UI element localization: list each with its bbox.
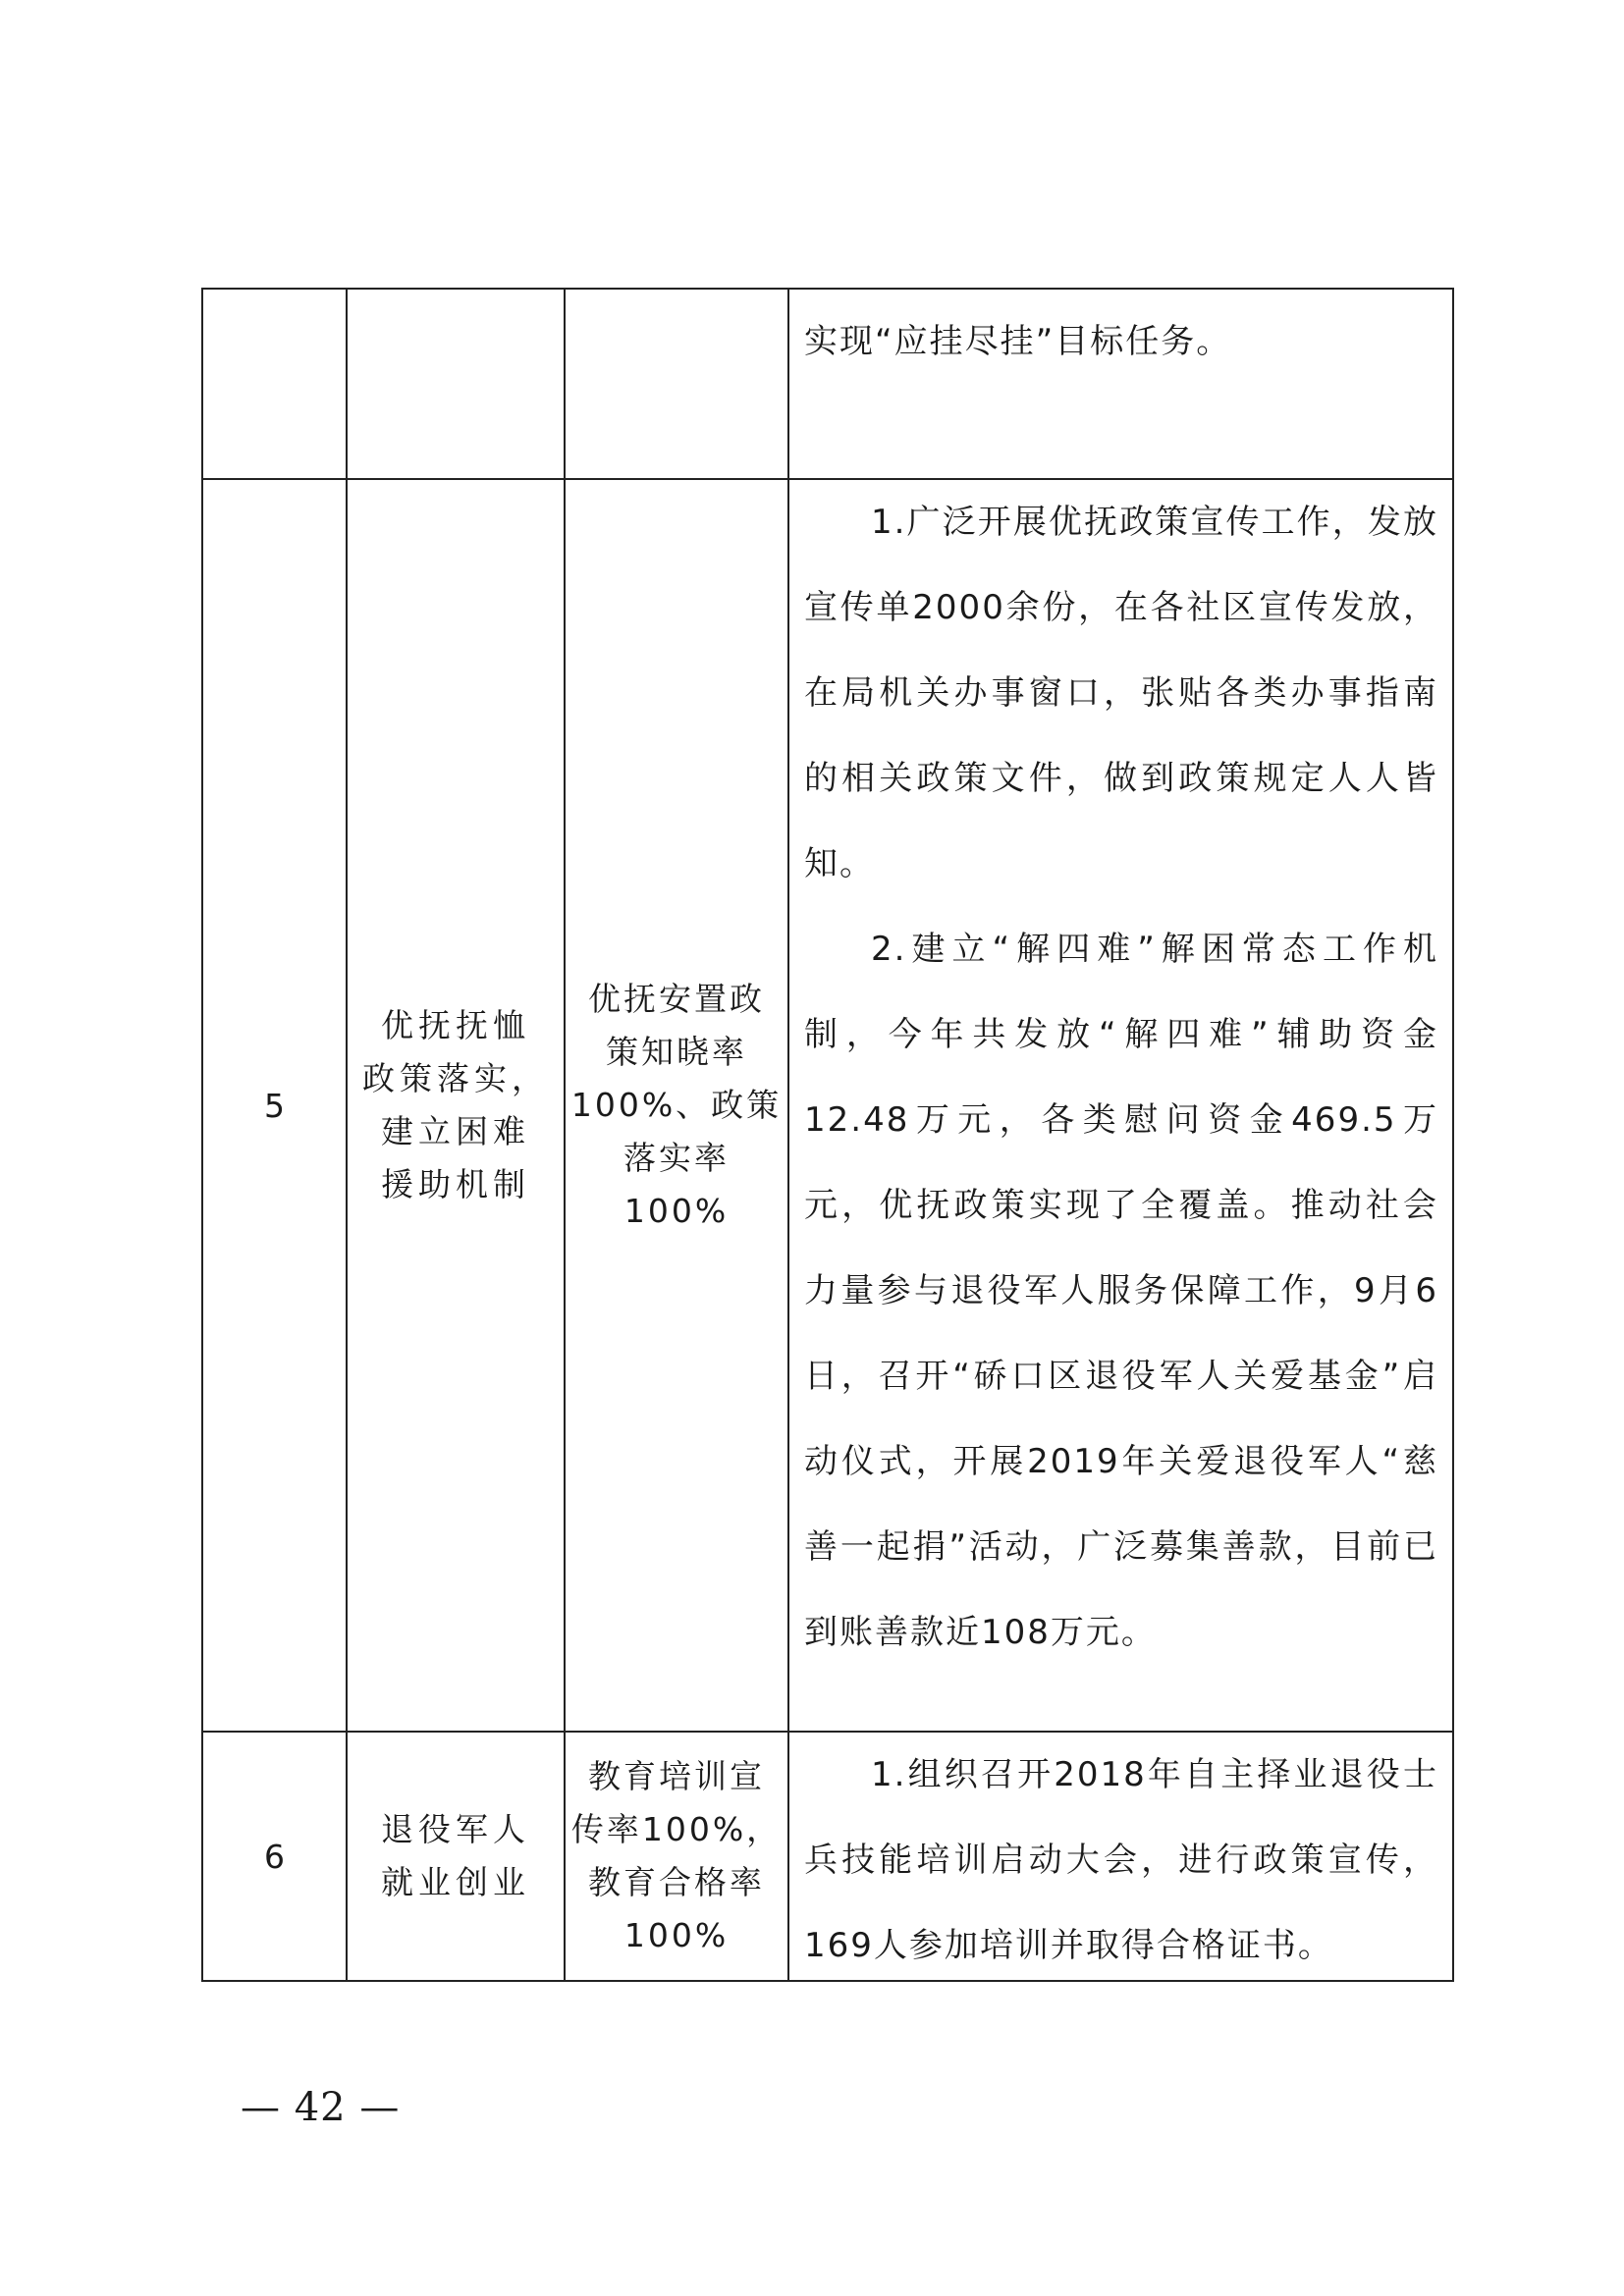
target-line: 100%: [623, 1192, 730, 1230]
task-line: 优抚抚恤: [381, 1006, 530, 1044]
task-line: 建立困难: [381, 1112, 530, 1150]
target-line: 落实率: [623, 1139, 730, 1177]
target-cell: [566, 480, 787, 1731]
target-line: 教育培训宣: [588, 1757, 765, 1795]
target-text: [571, 973, 782, 1238]
table-border-right: [1452, 288, 1454, 1982]
target-line: 100%、政策: [570, 1086, 783, 1124]
details-cell: [804, 299, 1438, 385]
row-number-cell: 5: [264, 1086, 285, 1125]
details-paragraph: 1.广泛开展优抚政策宣传工作，发放宣传单2000余份，在各社区宣传发放，在局机关办事窗口，张贴各类办事指南的相关政策文件，做到政策规定人人皆知。: [804, 503, 1438, 883]
target-line: 传率100%，: [570, 1810, 783, 1848]
row-number-cell: 6: [264, 1837, 285, 1876]
task-line: 政策落实，: [362, 1059, 549, 1097]
target-cell: [566, 1733, 787, 1980]
table-border-top: [201, 288, 1454, 290]
data-table: [201, 288, 1454, 1982]
target-line: 策知晓率: [606, 1033, 747, 1071]
target-line: 100%: [623, 1916, 730, 1954]
task-line: 退役军人: [381, 1810, 530, 1848]
details-cell-wrapper: [804, 480, 1438, 1676]
task-text: [362, 999, 549, 1211]
task-cell: [348, 480, 564, 1731]
details-paragraph: 2.建立“解四难”解困常态工作机制，今年共发放“解四难”辅助资金12.48万元，各类慰问资金469.5万元，优抚政策实现了全覆盖。推动社会力量参与退役军人服务保障工作，9月6日，召开“硚口区退役军人关爱基金”启动仪式，开展2019年关爱退役军人“慈善一起捐”活动，广泛募集善款，目前已到账善款近108万元。: [804, 930, 1438, 1652]
target-line: 优抚安置政: [588, 980, 765, 1018]
details-paragraph: 1.组织召开2018年自主择业退役士兵技能培训启动大会，进行政策宣传，169人参加培训并取得合格证书。: [804, 1755, 1438, 1965]
details-cell-wrapper: [804, 1733, 1438, 1989]
task-cell: [348, 1733, 564, 1980]
details-cell: [804, 1733, 1438, 1989]
details-paragraph: 实现“应挂尽挂”目标任务。: [804, 322, 1232, 361]
table-row: [804, 299, 1438, 385]
column-divider: [787, 288, 789, 1982]
target-text: [571, 1750, 782, 1962]
target-line: 教育合格率: [588, 1863, 765, 1901]
task-line: 援助机制: [381, 1165, 530, 1203]
page-number: — 42 —: [241, 2085, 401, 2130]
task-text: [381, 1803, 530, 1909]
details-cell: [804, 480, 1438, 1676]
task-line: 就业创业: [381, 1863, 530, 1901]
